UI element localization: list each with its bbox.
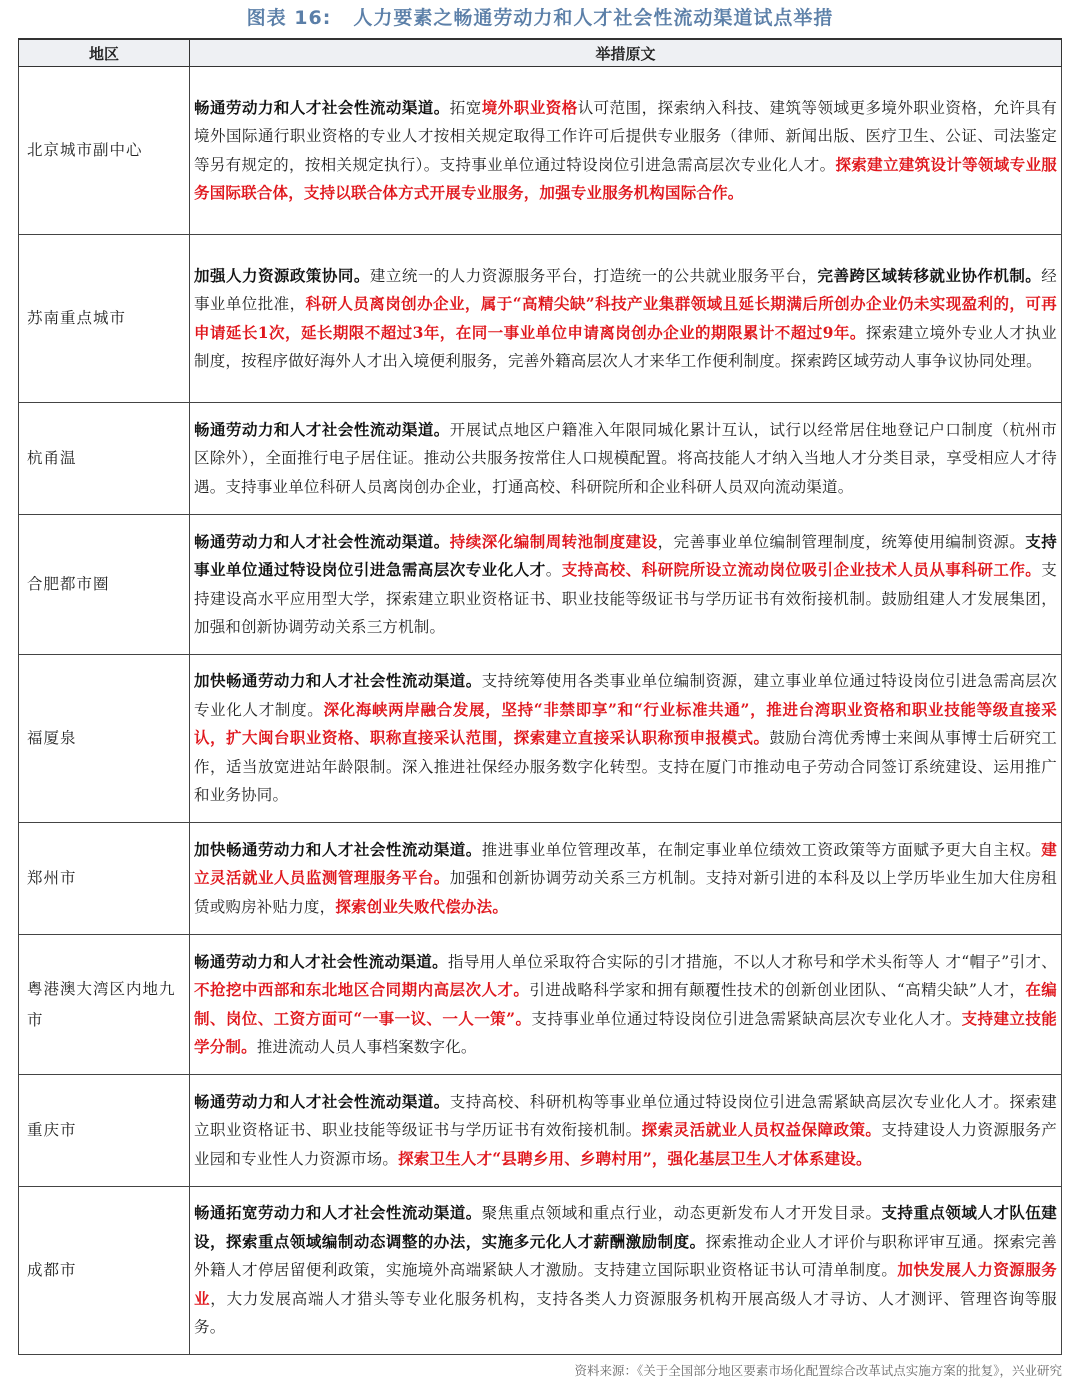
measure-text-cell xyxy=(190,823,1062,935)
table-header-row xyxy=(19,39,1062,67)
bold-heading-text: 完善跨区域转移就业协作机制。 xyxy=(817,265,1042,285)
highlight-text: 支持高校、科研院所设立流动岗位吸引企业技术人员从事科研工作。 xyxy=(561,560,1042,580)
highlight-text: 深化海峡两岸融合发展，坚持“非禁即享”和“行业标准共通”，推进台湾职业资格和职业技能等级直接采认，扩大闽台职业资格、职称直接采认范围，探索建立直接采认职称预申报模式。 xyxy=(194,699,1057,748)
table-row xyxy=(19,655,1062,823)
body-text: 加强和创新协调劳动关系三方机制。支持对新引进的本科及以上学历毕业生加大住房租赁或购房补贴力度， xyxy=(194,869,1058,916)
body-text: 支持统筹使用各类事业单位编制资源，建立事业单位通过特设岗位引进急需高层次专业化人才制度。 xyxy=(194,672,1057,719)
figure-title-text: 人力要素之畅通劳动力和人才社会性流动渠道试点举措 xyxy=(353,7,834,29)
table-row xyxy=(19,1187,1062,1355)
measure-text-cell xyxy=(190,935,1062,1075)
bold-heading-text: 加快畅通劳动力和人才社会性流动渠道。 xyxy=(194,671,482,691)
body-text: 推进事业单位管理改革，在制定事业单位绩效工资政策等方面赋予更大自主权。 xyxy=(481,840,1042,859)
bold-heading-text: 畅通劳动力和人才社会性流动渠道。 xyxy=(194,419,450,439)
bold-heading-text: 支持重点领域人才队伍建设，探索重点领域编制动态调整的办法，实施多元化人才薪酬激励制度。 xyxy=(194,1203,1058,1251)
figure-title xyxy=(0,0,1080,36)
header-measures: 举措原文 xyxy=(190,39,1062,67)
highlight-text: 探索建立建筑设计等领域专业服务国际联合体，支持以联合体方式开展专业服务，加强专业服务机构国际合作。 xyxy=(194,154,1057,202)
measure-text-cell xyxy=(190,67,1062,235)
region-cell: 粤港澳大湾区内地九市 xyxy=(19,935,190,1075)
body-text: 经事业单位批准， xyxy=(194,266,1057,314)
table-row xyxy=(19,935,1062,1075)
highlight-text: 加快发展人力资源服务业 xyxy=(194,1260,1057,1308)
highlight-text: 探索创业失败代偿办法。 xyxy=(335,896,509,916)
body-text: 拓宽 xyxy=(449,98,482,117)
table-row xyxy=(19,1075,1062,1187)
region-cell: 福厦泉 xyxy=(19,655,190,823)
body-text: 建立统一的人力资源服务平台，打造统一的公共就业服务平台， xyxy=(369,266,818,285)
bold-heading-text: 加快畅通劳动力和人才社会性流动渠道。 xyxy=(194,839,482,859)
body-text: 探索推动企业人才评价与职称评审互通。探索完善外籍人才停居留便利政策，实施境外高端紧缺人才激励。支持建立国际职业资格证书认可清单制度。 xyxy=(194,1232,1057,1280)
bold-heading-text: 畅通拓宽劳动力和人才社会性流动渠道。 xyxy=(194,1203,482,1223)
body-text: 鼓励台湾优秀博士来闽从事博士后研究工作，适当放宽进站年龄限制。深入推进社保经办服务数字化转型。支持在厦门市推动电子劳动合同签订系统建设、运用推广和业务协同。 xyxy=(194,729,1058,805)
body-text: 。 xyxy=(545,561,562,580)
region-cell: 苏南重点城市 xyxy=(19,235,190,403)
body-text: 支持事业单位通过特设岗位引进急需紧缺高层次专业化人才。 xyxy=(531,1009,962,1028)
body-text: 聚焦重点领域和重点行业，动态更新发布人才开发目录。 xyxy=(481,1204,882,1223)
measure-text-cell xyxy=(190,1075,1062,1187)
measure-text-cell xyxy=(190,235,1062,403)
table-row xyxy=(19,67,1062,235)
bold-heading-text: 畅通劳动力和人才社会性流动渠道。 xyxy=(194,1091,450,1111)
table-row xyxy=(19,403,1062,515)
measure-text-cell xyxy=(190,1187,1062,1355)
body-text: 探索建立境外专业人才执业制度，按程序做好海外人才出入境便利服务，完善外籍高层次人才来华工作便利制度。探索跨区域劳动人事争议协同处理。 xyxy=(194,323,1057,370)
highlight-text: 探索卫生人才“县聘乡用、乡聘村用”，强化基层卫生人才体系建设。 xyxy=(398,1148,872,1168)
highlight-text: 持续深化编制周转池制度建设 xyxy=(449,531,658,551)
figure-label: 图表 16: xyxy=(246,7,332,29)
measure-text-cell xyxy=(190,655,1062,823)
highlight-text: 建立灵活就业人员监测管理服务平台。 xyxy=(194,839,1057,888)
body-text: 认可范围，探索纳入科技、建筑等领域更多境外职业资格，允许具有境外国际通行职业资格的专业人才按相关规定取得工作许可后提供专业服务（律师、新闻出版、医疗卫生、公证、司法鉴定等另有规定的，按相关规定执行）。支持事业单位通过特设岗位引进急需高层次专业化人才。 xyxy=(194,98,1057,174)
body-text: ，大力发展高端人才猎头等专业化服务机构，支持各类人力资源服务机构开展高级人才寻访、人才测评、管理咨询等服务。 xyxy=(194,1289,1057,1337)
highlight-text: 探索灵活就业人员权益保障政策。 xyxy=(641,1120,882,1140)
body-text: 支持建设高水平应用型大学，探索建立职业资格证书、职业技能等级证书与学历证书有效衔接机制。鼓励组建人才发展集团，加强和创新协调劳动关系三方机制。 xyxy=(194,561,1057,636)
body-text: 推进流动人员人事档案数字化。 xyxy=(256,1037,477,1056)
body-text: 引进战略科学家和拥有颠覆性技术的创新创业团队、“高精尖缺”人才， xyxy=(529,981,1026,1000)
highlight-text: 支持建立技能学分制。 xyxy=(194,1008,1057,1056)
body-text: 指导用人单位采取符合实际的引才措施，不以人才称号和学术头衔等人 才“帽子”引才、 xyxy=(447,952,1058,971)
bold-heading-text: 畅通劳动力和人才社会性流动渠道。 xyxy=(194,97,450,117)
measures-table xyxy=(18,38,1062,1355)
table-row xyxy=(19,235,1062,403)
highlight-text: 不抢挖中西部和东北地区合同期内高层次人才。 xyxy=(194,980,530,1000)
body-text: 支持高校、科研机构等事业单位通过特设岗位引进急需紧缺高层次专业化人才。探索建立职业资格证书、职业技能等级证书与学历证书有效衔接机制。 xyxy=(194,1092,1058,1140)
bold-heading-text: 加强人力资源政策协同。 xyxy=(194,265,370,285)
measure-text-cell xyxy=(190,515,1062,655)
highlight-text: 在编制、岗位、工资方面可“一事一议、一人一策”。 xyxy=(194,980,1057,1028)
region-cell: 合肥都市圈 xyxy=(19,515,190,655)
bold-heading-text: 支持事业单位通过特设岗位引进急需高层次专业化人才 xyxy=(194,531,1057,580)
table-body xyxy=(19,67,1062,1355)
region-cell: 成都市 xyxy=(19,1187,190,1355)
table-row xyxy=(19,515,1062,655)
bold-heading-text: 畅通劳动力和人才社会性流动渠道。 xyxy=(194,531,450,551)
source-note: 资料来源：《关于全国部分地区要素市场化配置综合改革试点实施方案的批复》，兴业研究 xyxy=(574,1363,1062,1378)
table-row xyxy=(19,823,1062,935)
body-text: 开展试点地区户籍准入年限同城化累计互认，试行以经常居住地登记户口制度（杭州市区除外），全面推行电子居住证。推动公共服务按常住人口规模配置。将高技能人才纳入当地人才分类目录，享受相应人才待遇。支持事业单位科研人员离岗创办企业，打通高校、科研院所和企业科研人员双向流动渠道。 xyxy=(194,420,1058,496)
region-cell: 郑州市 xyxy=(19,823,190,935)
region-cell: 杭甬温 xyxy=(19,403,190,515)
body-text: 支持建设人力资源服务产业园和专业性人力资源市场。 xyxy=(194,1121,1057,1168)
header-region: 地区 xyxy=(19,39,190,67)
body-text: ，完善事业单位编制管理制度，统筹使用编制资源。 xyxy=(657,532,1026,551)
highlight-text: 科研人员离岗创办企业，属于“高精尖缺”科技产业集群领域且延长期满后所创办企业仍未实现盈利的，可再申请延长1次，延长期限不超过3年，在同一事业单位申请离岗创办企业的期限累计不超过9年。 xyxy=(194,294,1057,342)
measure-text-cell xyxy=(190,403,1062,515)
bold-heading-text: 畅通劳动力和人才社会性流动渠道。 xyxy=(194,951,448,971)
region-cell: 北京城市副中心 xyxy=(19,67,190,235)
highlight-text: 境外职业资格 xyxy=(481,97,578,117)
region-cell: 重庆市 xyxy=(19,1075,190,1187)
